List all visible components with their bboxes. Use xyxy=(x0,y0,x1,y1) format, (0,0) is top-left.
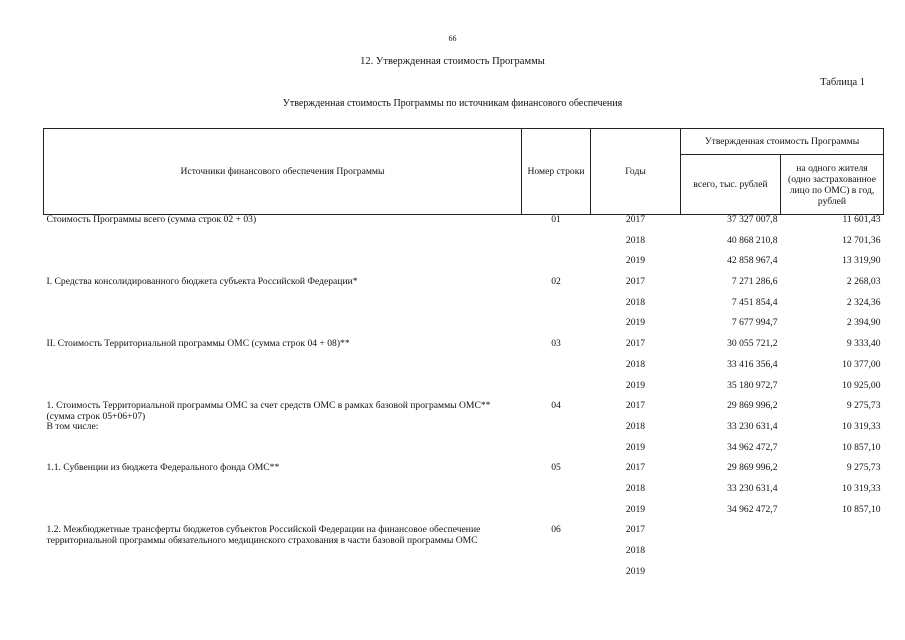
source-text: В том числе: xyxy=(46,421,99,433)
line-number-cell xyxy=(522,256,591,277)
table-reference: Таблица 1 xyxy=(820,77,865,88)
line-number-cell: 04 xyxy=(551,400,561,412)
source-text: 1.1. Субвенции из бюджета Федерального фонда ОМС** xyxy=(46,462,280,474)
line-number-cell xyxy=(522,443,591,464)
section-title: 12. Утвержденная стоимость Программы xyxy=(360,56,545,67)
year-cell: 2017 xyxy=(625,214,646,225)
per-person-cost-cell: 9 275,73 xyxy=(846,400,881,412)
per-person-cost-cell: 10 857,10 xyxy=(842,441,881,453)
year-cell: 2019 xyxy=(625,317,646,329)
funding-sources-table xyxy=(43,128,884,587)
year-cell: 2019 xyxy=(625,503,646,515)
total-cost-cell: 34 962 472,7 xyxy=(727,441,778,453)
line-number-cell: 06 xyxy=(551,524,561,536)
source-cell xyxy=(44,401,522,463)
source-cell xyxy=(44,525,522,587)
header-source: Источники финансового обеспечения Программы xyxy=(44,129,522,215)
total-cost-cell: 33 416 356,4 xyxy=(727,358,778,370)
line-number-cell xyxy=(522,236,591,257)
line-number-cell xyxy=(522,422,591,443)
year-cell: 2019 xyxy=(625,565,646,577)
per-person-cost-cell xyxy=(781,567,884,588)
line-number-cell: 05 xyxy=(551,462,561,474)
line-number-cell xyxy=(522,381,591,402)
line-number-cell xyxy=(522,567,591,588)
per-person-cost-cell: 10 319,33 xyxy=(842,482,881,494)
line-number-cell xyxy=(522,318,591,339)
line-number-cell: 03 xyxy=(551,338,561,350)
total-cost-cell: 7 677 994,7 xyxy=(731,317,778,329)
year-cell: 2019 xyxy=(625,255,646,267)
line-number-cell xyxy=(522,546,591,567)
total-cost-cell: 29 869 996,2 xyxy=(727,462,778,474)
per-person-cost-cell: 11 601,43 xyxy=(842,214,881,225)
line-number-cell: 01 xyxy=(551,214,561,225)
header-total: всего, тыс. рублей xyxy=(681,155,781,215)
per-person-cost-cell: 10 377,00 xyxy=(842,358,881,370)
total-cost-cell: 29 869 996,2 xyxy=(727,400,778,412)
year-cell: 2018 xyxy=(625,234,646,246)
line-number-cell: 02 xyxy=(551,276,561,288)
year-cell: 2018 xyxy=(625,296,646,308)
per-person-cost-cell: 2 394,90 xyxy=(846,317,881,329)
table-caption: Утвержденная стоимость Программы по источникам финансового обеспечения xyxy=(282,98,623,109)
year-cell: 2017 xyxy=(625,524,646,536)
year-cell: 2019 xyxy=(625,379,646,391)
line-number-cell xyxy=(522,505,591,526)
table-row xyxy=(44,401,884,422)
per-person-cost-cell: 9 275,73 xyxy=(846,462,881,474)
source-text: 1. Стоимость Территориальной программы ОМС за счет средств ОМС в рамках базовой программы ОМС** (сумма строк 05+06+07) xyxy=(46,400,491,422)
total-cost-cell: 7 451 854,4 xyxy=(731,296,778,308)
per-person-cost-cell: 2 324,36 xyxy=(846,296,881,308)
source-cell xyxy=(44,463,522,525)
page-number: 66 xyxy=(448,34,457,43)
per-person-cost-cell: 9 333,40 xyxy=(846,338,881,350)
per-person-cost-cell xyxy=(781,525,884,546)
per-person-cost-cell: 12 701,36 xyxy=(842,234,881,246)
per-person-cost-cell: 2 268,03 xyxy=(846,276,881,288)
per-person-cost-cell: 10 925,00 xyxy=(842,379,881,391)
total-cost-cell: 35 180 972,7 xyxy=(727,379,778,391)
header-years: Годы xyxy=(591,129,681,215)
total-cost-cell xyxy=(681,546,781,567)
total-cost-cell: 33 230 631,4 xyxy=(727,420,778,432)
total-cost-cell: 30 055 721,2 xyxy=(727,338,778,350)
year-cell: 2017 xyxy=(625,462,646,474)
table-row xyxy=(44,339,884,360)
header-line-number: Номер строки xyxy=(522,129,591,215)
year-cell: 2017 xyxy=(625,338,646,350)
table-row xyxy=(44,525,884,546)
table-body xyxy=(44,215,884,588)
total-cost-cell: 33 230 631,4 xyxy=(727,482,778,494)
line-number-cell xyxy=(522,484,591,505)
header-per-person: на одного жителя (одно застрахованное лицо по ОМС) в год, рублей xyxy=(781,155,884,215)
source-text: I. Средства консолидированного бюджета субъекта Российской Федерации* xyxy=(46,276,358,288)
year-cell: 2018 xyxy=(625,420,646,432)
year-cell: 2018 xyxy=(625,358,646,370)
source-text: Стоимость Программы всего (сумма строк 02 + 03) xyxy=(46,214,257,225)
source-cell xyxy=(44,215,522,278)
total-cost-cell: 42 858 967,4 xyxy=(727,255,778,267)
total-cost-cell xyxy=(681,567,781,588)
per-person-cost-cell: 10 857,10 xyxy=(842,503,881,515)
per-person-cost-cell: 13 319,90 xyxy=(842,255,881,267)
source-cell xyxy=(44,339,522,401)
table-row xyxy=(44,277,884,298)
total-cost-cell: 34 962 472,7 xyxy=(727,503,778,515)
source-cell xyxy=(44,277,522,339)
year-cell: 2018 xyxy=(625,545,646,556)
per-person-cost-cell: 10 319,33 xyxy=(842,420,881,432)
year-cell: 2018 xyxy=(625,482,646,494)
per-person-cost-cell xyxy=(781,546,884,567)
total-cost-cell xyxy=(681,525,781,546)
table-row xyxy=(44,215,884,236)
total-cost-cell: 40 868 210,8 xyxy=(727,234,778,246)
line-number-cell xyxy=(522,298,591,319)
line-number-cell xyxy=(522,360,591,381)
year-cell: 2017 xyxy=(625,400,646,412)
year-cell: 2017 xyxy=(625,276,646,288)
year-cell: 2019 xyxy=(625,441,646,453)
source-text: II. Стоимость Территориальной программы ОМС (сумма строк 04 + 08)** xyxy=(46,338,350,350)
header-approved-cost: Утвержденная стоимость Программы xyxy=(681,129,884,155)
total-cost-cell: 37 327 007,8 xyxy=(727,214,778,225)
total-cost-cell: 7 271 286,6 xyxy=(731,276,778,288)
table-row xyxy=(44,463,884,484)
source-text: 1.2. Межбюджетные трансферты бюджетов субъектов Российской Федерации на финансовое обеспечение территориальной программы обязательного медицинского страхования в части базовой программы ОМС xyxy=(46,524,481,546)
